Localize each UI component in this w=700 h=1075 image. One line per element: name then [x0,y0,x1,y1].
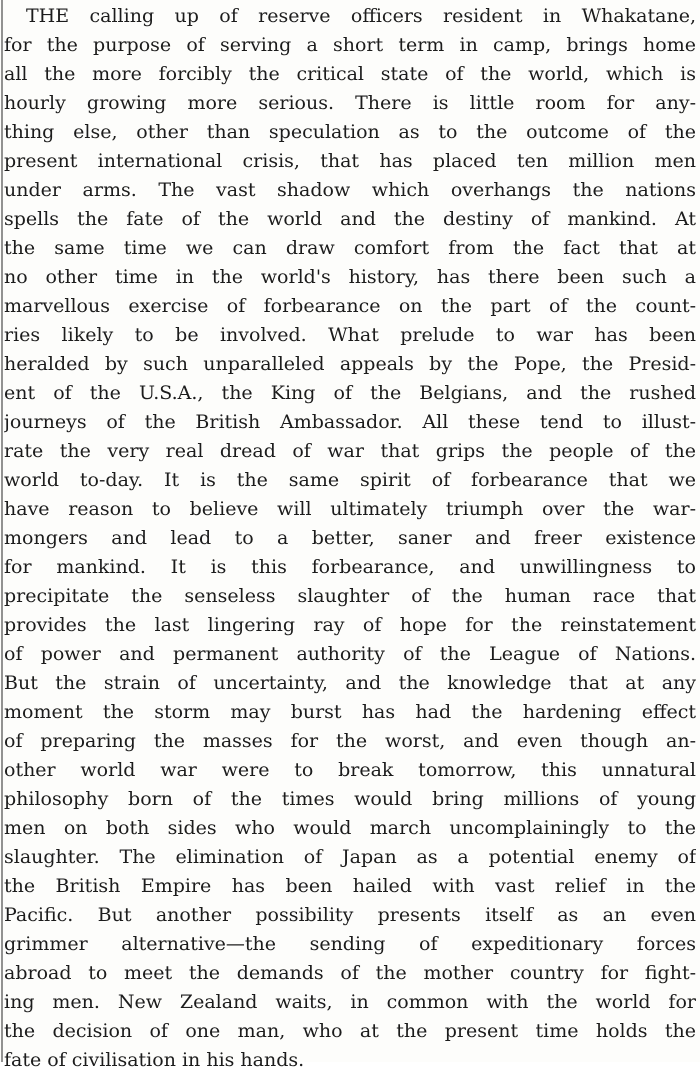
article-line: grimmer alternative—the sending of expeditionary forces [4,933,696,955]
article-line: ries likely to be involved. What prelude to war has been [4,324,696,346]
article-line: ent of the U.S.A., the King of the Belgians, and the rushed [4,382,696,404]
article-line: for mankind. It is this forbearance, and unwillingness to [4,556,696,578]
column-rule [1,0,3,1062]
article-line: hourly growing more serious. There is little room for any- [4,92,696,114]
article-line: abroad to meet the demands of the mother country for fight- [4,962,696,984]
article-line: moment the storm may burst has had the hardening effect [4,701,696,723]
article-line: men on both sides who would march uncomplainingly to the [4,817,696,839]
article-line: THE calling up of reserve officers resident in Whakatane, [26,5,696,27]
article-line: rate the very real dread of war that grips the people of the [4,440,696,462]
article-line: the British Empire has been hailed with vast relief in the [4,875,696,897]
article-line: marvellous exercise of forbearance on the part of the count- [4,295,696,317]
article-line: ing men. New Zealand waits, in common with the world for [4,991,696,1013]
article-line: world to-day. It is the same spirit of forbearance that we [4,469,696,491]
article-line: slaughter. The elimination of Japan as a potential enemy of [4,846,696,868]
article-line: no other time in the world's history, has there been such a [4,266,696,288]
article-line: fate of civilisation in his hands. [4,1049,305,1071]
article-line: thing else, other than speculation as to the outcome of the [4,121,696,143]
article-line: under arms. The vast shadow which overhangs the nations [4,179,696,201]
article-line: mongers and lead to a better, saner and freer existence [4,527,696,549]
article-line: journeys of the British Ambassador. All these tend to illust- [4,411,696,433]
article-line: But the strain of uncertainty, and the knowledge that at any [4,672,696,694]
article-body [4,2,696,1075]
article-line: other world war were to break tomorrow, this unnatural [4,759,696,781]
article-line: of preparing the masses for the worst, and even though an- [4,730,696,752]
article-line: precipitate the senseless slaughter of the human race that [4,585,696,607]
article-line: Pacific. But another possibility presents itself as an even [4,904,696,926]
article-line: spells the fate of the world and the destiny of mankind. At [4,208,696,230]
article-line: for the purpose of serving a short term in camp, brings home [4,34,696,56]
article-line: philosophy born of the times would bring millions of young [4,788,696,810]
article-line: present international crisis, that has placed ten million men [4,150,696,172]
article-line: the decision of one man, who at the present time holds the [4,1020,696,1042]
article-line: the same time we can draw comfort from the fact that at [4,237,696,259]
article-line: have reason to believe will ultimately triumph over the war- [4,498,696,520]
article-line: provides the last lingering ray of hope for the reinstatement [4,614,696,636]
article-line: heralded by such unparalleled appeals by the Pope, the Presid- [4,353,696,375]
article-line: all the more forcibly the critical state of the world, which is [4,63,696,85]
article-line: of power and permanent authority of the League of Nations. [4,643,696,665]
